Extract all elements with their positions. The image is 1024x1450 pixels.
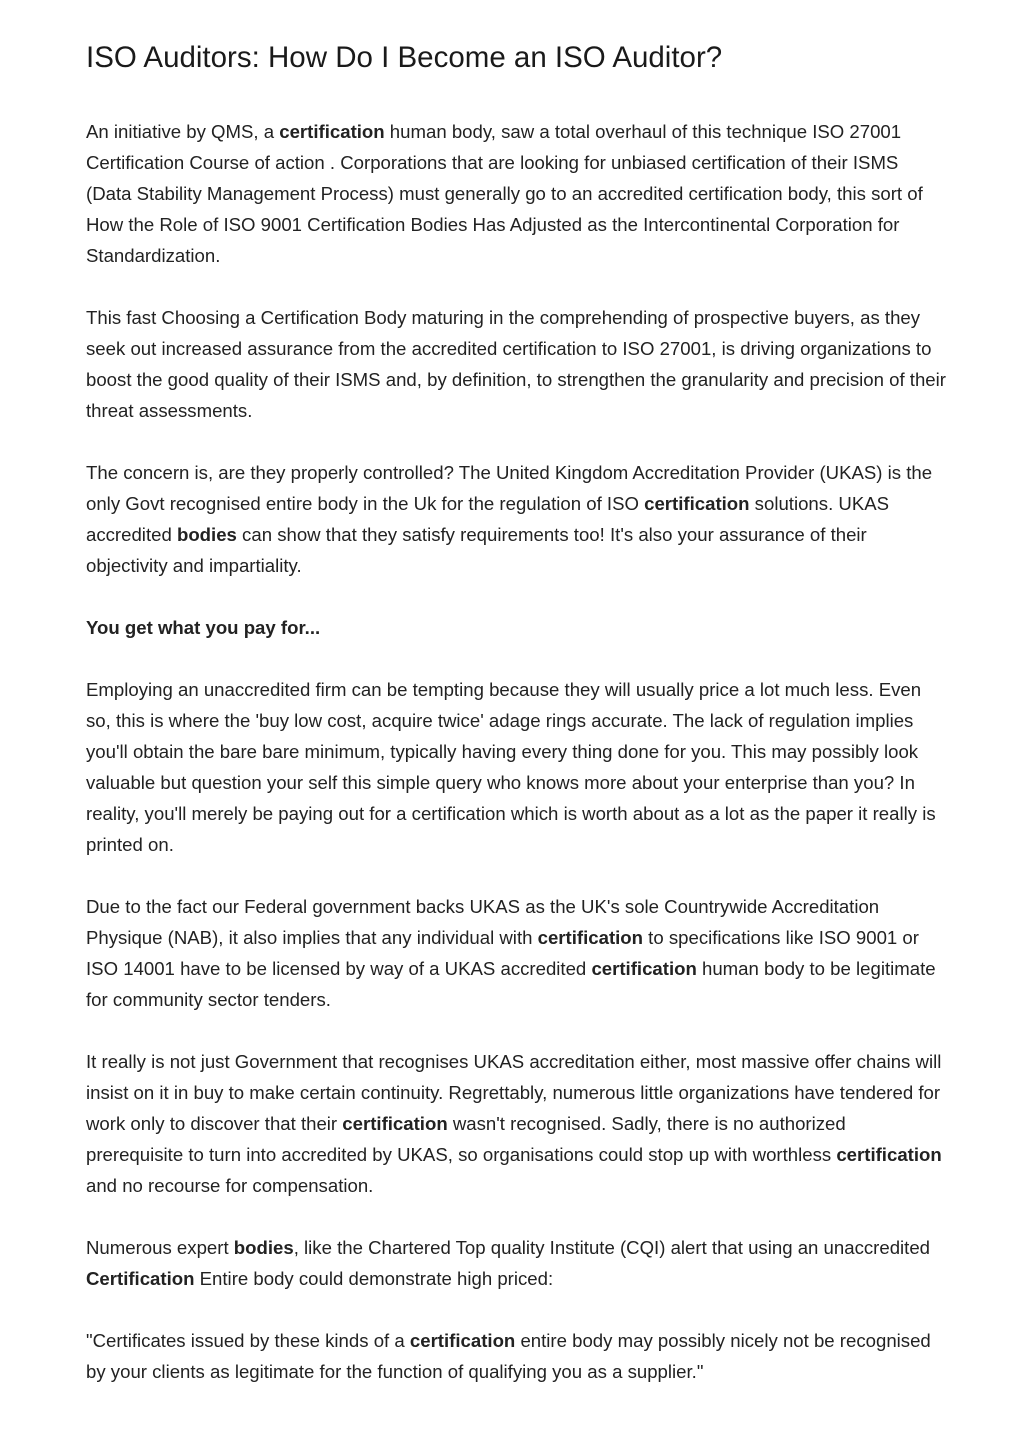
bold-text-run: certification: [342, 1113, 448, 1134]
text-run: human body, saw a total overhaul of this technique ISO 27001 Certification Course of action . Corporations that are looking for unbiased certification of their ISMS (Data Stability Management Process) must generally go to an accredited certification body, this sort of How the Role of ISO 9001 Certification Bodies Has Adjusted as the Intercontinental Corporation for Standardization.: [86, 121, 923, 266]
document-body: [86, 116, 946, 1387]
paragraph: [86, 1232, 946, 1294]
text-run: Due to the fact our Federal government backs UKAS as the UK's sole Countrywide Accreditation Physique (NAB), it also implies that any individual with: [86, 896, 880, 948]
paragraph: [86, 457, 946, 581]
text-run: This fast Choosing a Certification Body maturing in the comprehending of prospective buyers, as they seek out increased assurance from the accredited certification to ISO 27001, is driving organizations to boost the good quality of their ISMS and, by definition, to strengthen the granularity and precision of their threat assessments.: [86, 307, 946, 421]
paragraph: [86, 1325, 946, 1387]
text-run: Employing an unaccredited firm can be tempting because they will usually price a lot much less. Even so, this is where the 'buy low cost, acquire twice' adage rings accurate. The lack of regulation implies you'll obtain the bare bare minimum, typically having every thing done for you. This may possibly look valuable but question your self this simple query who knows more about your enterprise than you? In reality, you'll merely be paying out for a certification which is worth about as a lot as the paper it really is printed on.: [86, 679, 936, 855]
bold-text-run: certification: [836, 1144, 942, 1165]
bold-text-run: Certification: [86, 1268, 195, 1289]
paragraph: [86, 612, 946, 643]
text-run: An initiative by QMS, a: [86, 121, 280, 142]
bold-text-run: bodies: [233, 1237, 294, 1258]
paragraph: [86, 1046, 946, 1201]
text-run: can show that they satisfy requirements too! It's also your assurance of their objectivity and impartiality.: [86, 524, 867, 576]
text-run: Entire body could demonstrate high priced:: [194, 1268, 554, 1289]
text-run: human body to be legitimate for community sector tenders.: [86, 958, 936, 1010]
page-title: ISO Auditors: How Do I Become an ISO Auditor?: [86, 41, 723, 74]
text-run: It really is not just Government that recognises UKAS accreditation either, most massive offer chains will insist on it in buy to make certain continuity. Regrettably, numerous little organizations have tendered for work only to discover that their: [86, 1051, 942, 1134]
text-run: Numerous expert: [86, 1237, 234, 1258]
text-run: to specifications like ISO 9001 or ISO 14001 have to be licensed by way of a UKAS accredited: [86, 927, 919, 979]
document-page: [86, 40, 946, 1418]
paragraph: [86, 302, 946, 426]
bold-text-run: certification: [409, 1330, 516, 1351]
text-run: solutions. UKAS accredited: [86, 493, 890, 545]
text-run: entire body may possibly nicely not be recognised by your clients as legitimate for the function of qualifying you as a supplier.": [86, 1330, 931, 1382]
paragraph: [86, 116, 946, 271]
bold-text-run: certification: [591, 958, 697, 979]
paragraph: [86, 891, 946, 1015]
text-run: , like the Chartered Top quality Institute (CQI) alert that using an unaccredited: [293, 1237, 931, 1258]
bold-text-run: certification: [537, 927, 644, 948]
text-run: wasn't recognised. Sadly, there is no authorized prerequisite to turn into accredited by UKAS, so organisations could stop up with worthless: [86, 1113, 846, 1165]
bold-text-run: You get what you pay for...: [86, 617, 321, 638]
bold-text-run: bodies: [176, 524, 237, 545]
bold-text-run: certification: [644, 493, 750, 514]
bold-text-run: certification: [279, 121, 385, 142]
paragraph: [86, 674, 946, 860]
text-run: The concern is, are they properly controlled? The United Kingdom Accreditation Provider (UKAS) is the only Govt recognised entire body in the Uk for the regulation of ISO: [86, 462, 933, 514]
text-run: and no recourse for compensation.: [86, 1175, 374, 1196]
text-run: "Certificates issued by these kinds of a: [86, 1330, 410, 1351]
